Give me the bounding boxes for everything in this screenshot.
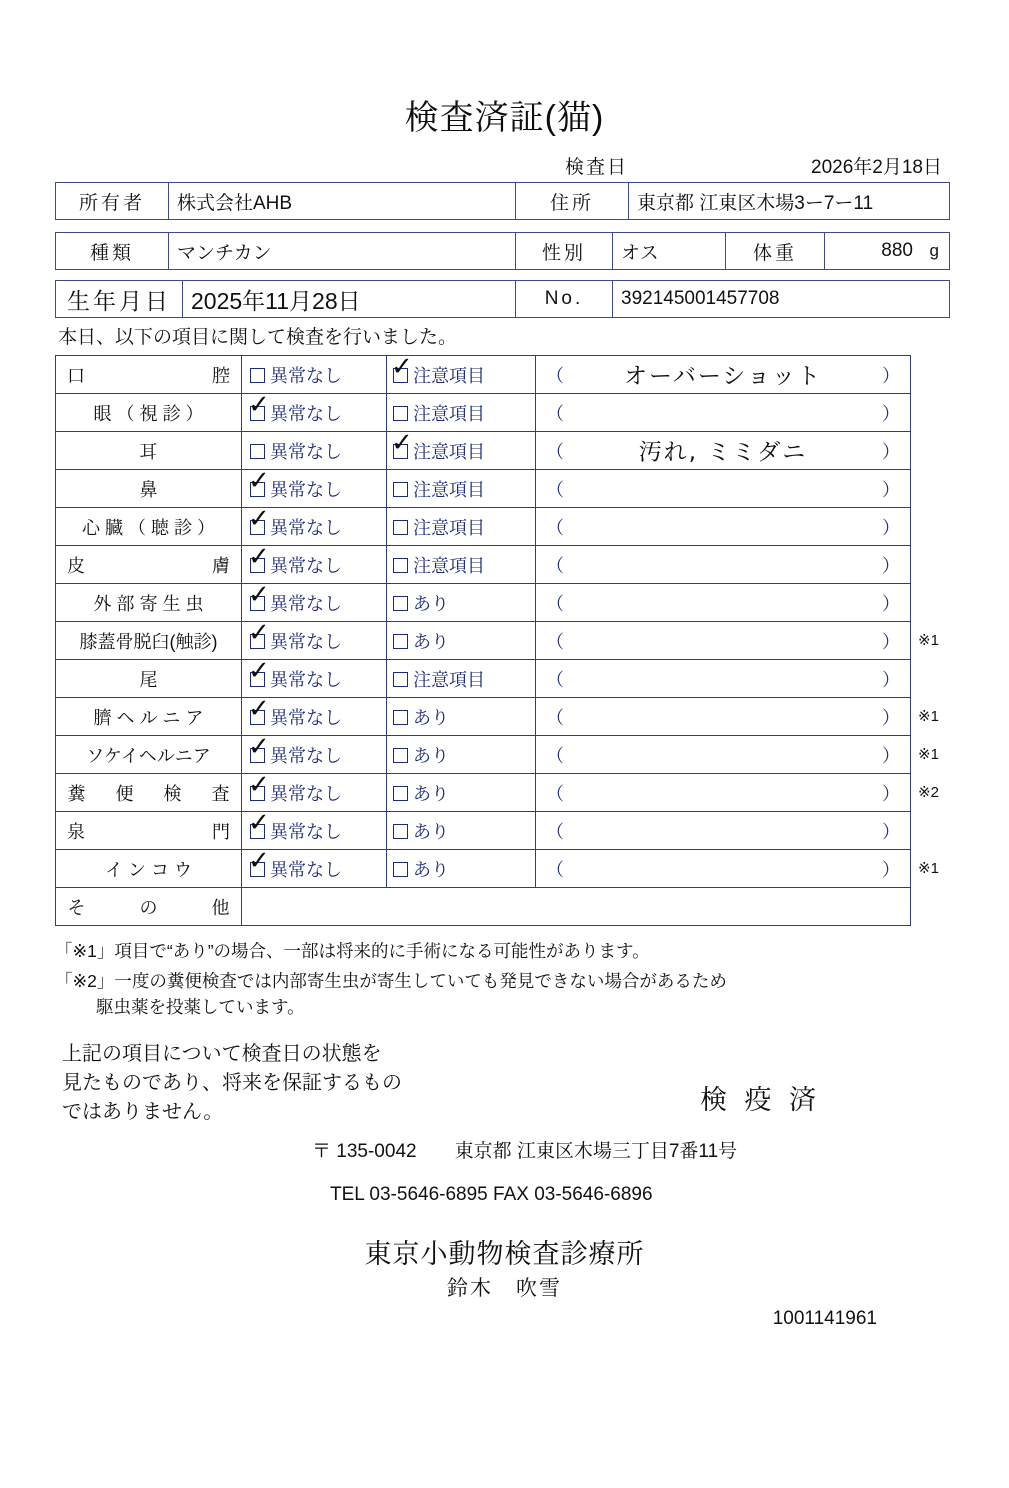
paren-close: ）: [882, 821, 900, 842]
checkbox-box-icon[interactable]: [393, 520, 408, 535]
paren-close: ）: [882, 745, 900, 766]
checklist-item-label-text: イ ン コ ウ: [104, 859, 192, 880]
clinic-tel-fax: TEL 03-5646-6895 FAX 03-5646-6896: [330, 1184, 653, 1205]
breed-table: [55, 232, 950, 270]
checkbox-secondary[interactable]: [387, 698, 536, 736]
checkbox-box-icon[interactable]: [250, 558, 265, 573]
checkbox-normal-label: 異常なし: [270, 821, 342, 842]
checklist-item-label-text: 膝蓋骨脱臼(触診): [79, 631, 218, 652]
handwritten-check-icon: ✓: [248, 808, 270, 838]
sex-value: オス: [613, 233, 726, 270]
checkbox-secondary[interactable]: [387, 584, 536, 622]
checkbox-secondary[interactable]: [387, 546, 536, 584]
checkbox-secondary-label: 注意項目: [413, 555, 485, 576]
checkbox-box-icon[interactable]: [250, 520, 265, 535]
checklist-item-label-text: 口 腔: [67, 365, 241, 386]
checkbox-secondary[interactable]: [387, 352, 536, 394]
checkbox-secondary-label: 注意項目: [413, 669, 485, 690]
checkbox-secondary[interactable]: [387, 394, 536, 432]
checkbox-box-icon[interactable]: [250, 634, 265, 649]
checkbox-normal-label: 異常なし: [270, 403, 342, 424]
checkbox-normal[interactable]: [242, 808, 387, 850]
footnote-marker: ※1: [918, 746, 939, 763]
paren-open: （: [546, 555, 564, 576]
handwritten-check-icon: ✓: [248, 504, 270, 534]
checklist-item-label-text: 糞 便 検 査: [67, 783, 236, 804]
checkbox-box-icon[interactable]: [250, 786, 265, 801]
birthdate-value: 2025年11月28日: [183, 281, 516, 318]
checklist-item-label-text: 泉 門: [67, 821, 241, 842]
intro-text: 本日、以下の項目に関して検査を行いました。: [58, 327, 458, 348]
handwritten-check-icon: ✓: [248, 694, 270, 724]
checkbox-normal[interactable]: [242, 770, 387, 812]
remark-field[interactable]: [536, 546, 911, 584]
weight-unit: g: [929, 241, 939, 260]
paren-open: （: [546, 707, 564, 728]
paren-open: （: [546, 669, 564, 690]
checklist-item-label: [56, 432, 242, 470]
table-row: [56, 546, 911, 584]
remark-field[interactable]: [536, 432, 911, 470]
checkbox-box-icon[interactable]: [393, 368, 408, 383]
remark-field[interactable]: [536, 508, 911, 546]
handwritten-check-icon: ✓: [391, 352, 413, 382]
table-row: [56, 394, 911, 432]
checklist-item-label: [56, 584, 242, 622]
paren-close: ）: [882, 555, 900, 576]
footnote-2: 「※2」一度の糞便検査では内部寄生虫が寄生していても発見できない場合があるため: [55, 971, 727, 991]
clinic-person-name: 鈴木 吹雪: [447, 1277, 562, 1300]
checkbox-normal-label: 異常なし: [270, 555, 342, 576]
checkbox-secondary[interactable]: [387, 622, 536, 660]
checkbox-normal[interactable]: [242, 356, 387, 394]
checkbox-normal-label: 異常なし: [270, 745, 342, 766]
paren-open: （: [546, 859, 564, 880]
checkbox-box-icon[interactable]: [250, 406, 265, 421]
table-row: [56, 774, 911, 812]
footnote-marker: ※1: [918, 860, 939, 877]
checklist-other-blank: [242, 888, 911, 926]
footnote-marker: ※1: [918, 632, 939, 649]
checkbox-normal[interactable]: [242, 466, 387, 508]
checkbox-box-icon[interactable]: [250, 444, 265, 459]
paren-close: ）: [882, 707, 900, 728]
weight-value-cell: [825, 233, 950, 270]
remark-field[interactable]: [536, 736, 911, 774]
checklist-item-label: [56, 546, 242, 584]
remark-field[interactable]: [536, 394, 911, 432]
paren-open: （: [546, 403, 564, 424]
address-label: 住所: [516, 183, 629, 220]
checkbox-box-icon[interactable]: [393, 862, 408, 877]
checkbox-normal[interactable]: [242, 580, 387, 622]
table-row: [56, 281, 950, 318]
checkbox-secondary-label: 注意項目: [413, 441, 485, 462]
checkbox-normal-label: 異常なし: [270, 631, 342, 652]
checkbox-normal-label: 異常なし: [270, 783, 342, 804]
paren-open: （: [546, 783, 564, 804]
inspection-date-label: 検査日: [565, 157, 629, 178]
checkbox-box-icon[interactable]: [250, 824, 265, 839]
remark-field[interactable]: [536, 622, 911, 660]
paren-open: （: [546, 821, 564, 842]
owner-value: 株式会社AHB: [169, 183, 516, 220]
table-row: [56, 183, 950, 220]
handwritten-check-icon: ✓: [248, 618, 270, 648]
handwritten-check-icon: ✓: [248, 390, 270, 420]
disclaimer-statement: [62, 1040, 402, 1127]
remark-field[interactable]: [536, 812, 911, 850]
table-row: [56, 698, 911, 736]
checkbox-secondary[interactable]: [387, 660, 536, 698]
checkbox-secondary-label: あり: [413, 745, 449, 766]
handwritten-check-icon: ✓: [248, 770, 270, 800]
birth-table: [55, 280, 950, 318]
checklist-item-label: [56, 812, 242, 850]
checkbox-normal-label: 異常なし: [270, 707, 342, 728]
checkbox-box-icon[interactable]: [393, 406, 408, 421]
paren-open: （: [546, 441, 564, 462]
checklist-item-label: [56, 698, 242, 736]
remark-field[interactable]: [536, 356, 911, 394]
remark-field[interactable]: [536, 470, 911, 508]
checkbox-secondary[interactable]: [387, 736, 536, 774]
paren-open: （: [546, 631, 564, 652]
footnote-1: 「※1」項目で“あり”の場合、一部は将来的に手術になる可能性があります。: [55, 941, 650, 961]
checkbox-normal-label: 異常なし: [270, 479, 342, 500]
checklist-item-label-text: 外 部 寄 生 虫: [93, 593, 204, 614]
table-row: [56, 233, 950, 270]
inspection-date-row: [55, 152, 950, 178]
remark-field[interactable]: [536, 850, 911, 888]
quarantine-stamp: 検 疫 済: [700, 1085, 822, 1115]
table-row: [56, 850, 911, 888]
checklist-item-label-text: 耳: [139, 441, 158, 462]
paren-open: （: [546, 479, 564, 500]
checklist-item-label-text: 心 臓 （ 聴 診 ）: [81, 517, 215, 538]
handwritten-remark: 汚れ, ミミダニ: [638, 439, 808, 466]
checkbox-box-icon[interactable]: [393, 558, 408, 573]
remark-field[interactable]: [536, 698, 911, 736]
clinic-postal-address: 〒 135-0042 東京都 江東区木場三丁目7番11号: [312, 1141, 738, 1162]
paren-open: （: [546, 365, 564, 386]
owner-table: [55, 182, 950, 220]
checkbox-normal[interactable]: [242, 432, 387, 470]
checklist-item-label: [56, 774, 242, 812]
checkbox-normal[interactable]: [242, 618, 387, 660]
checkbox-secondary-label: 注意項目: [413, 517, 485, 538]
inspection-checklist-table: [55, 352, 911, 926]
checkbox-secondary[interactable]: [387, 428, 536, 470]
inspection-date-value: 2026年2月18日: [811, 157, 942, 178]
disclaimer-line-2: 見たものであり、将来を保証するもの: [62, 1072, 402, 1094]
table-row: [56, 888, 911, 926]
table-row: [56, 660, 911, 698]
checkbox-normal[interactable]: [242, 846, 387, 888]
checkbox-box-icon[interactable]: [250, 368, 265, 383]
handwritten-check-icon: ✓: [248, 466, 270, 496]
checkbox-box-icon[interactable]: [393, 710, 408, 725]
checkbox-secondary-label: あり: [413, 631, 449, 652]
checklist-item-label: [56, 736, 242, 774]
table-row: [56, 736, 911, 774]
checklist-item-label-text: 鼻: [139, 479, 158, 500]
checkbox-box-icon[interactable]: [393, 672, 408, 687]
table-row: [56, 584, 911, 622]
paren-close: ）: [882, 441, 900, 462]
disclaimer-line-1: 上記の項目について検査日の状態を: [62, 1043, 382, 1065]
checkbox-box-icon[interactable]: [393, 596, 408, 611]
paren-close: ）: [882, 593, 900, 614]
checkbox-secondary-label: あり: [413, 821, 449, 842]
paren-close: ）: [882, 783, 900, 804]
checkbox-secondary-label: 注意項目: [413, 365, 485, 386]
paren-close: ）: [882, 859, 900, 880]
paren-close: ）: [882, 631, 900, 652]
paren-close: ）: [882, 365, 900, 386]
checkbox-normal-label: 異常なし: [270, 441, 342, 462]
paren-close: ）: [882, 517, 900, 538]
checkbox-normal-label: 異常なし: [270, 593, 342, 614]
checkbox-normal[interactable]: [242, 732, 387, 774]
checkbox-secondary-label: 注意項目: [413, 479, 485, 500]
page-title: 検査済証(猫): [404, 99, 605, 137]
handwritten-check-icon: ✓: [248, 656, 270, 686]
checkbox-normal-label: 異常なし: [270, 517, 342, 538]
checkbox-secondary[interactable]: [387, 850, 536, 888]
checkbox-secondary-label: 注意項目: [413, 403, 485, 424]
table-row: [56, 356, 911, 394]
handwritten-remark: オーバーショット: [624, 363, 822, 390]
document-serial-number: 1001141961: [772, 1308, 877, 1329]
checklist-item-label-text: ソケイヘルニア: [86, 745, 211, 766]
checklist-item-label: [56, 622, 242, 660]
checkbox-secondary-label: あり: [413, 783, 449, 804]
paren-close: ）: [882, 669, 900, 690]
remark-field[interactable]: [536, 774, 911, 812]
checkbox-normal[interactable]: [242, 504, 387, 546]
remark-field[interactable]: [536, 660, 911, 698]
checklist-item-label: [56, 470, 242, 508]
paren-close: ）: [882, 479, 900, 500]
breed-label: 種類: [56, 233, 169, 270]
checkbox-normal[interactable]: [242, 694, 387, 736]
checkbox-box-icon[interactable]: [393, 444, 408, 459]
sex-label: 性別: [516, 233, 613, 270]
microchip-no-value: 392145001457708: [613, 281, 950, 318]
checkbox-box-icon[interactable]: [393, 824, 408, 839]
handwritten-check-icon: ✓: [391, 428, 413, 458]
handwritten-check-icon: ✓: [248, 846, 270, 876]
table-row: [56, 470, 911, 508]
table-row: [56, 508, 911, 546]
checklist-item-label-text: 皮 膚: [67, 555, 241, 576]
handwritten-check-icon: ✓: [248, 732, 270, 762]
microchip-no-label: No.: [516, 281, 613, 318]
checkbox-secondary[interactable]: [387, 812, 536, 850]
checkbox-box-icon[interactable]: [393, 482, 408, 497]
checkbox-box-icon[interactable]: [250, 748, 265, 763]
checklist-item-label: [56, 356, 242, 394]
checkbox-normal-label: 異常なし: [270, 365, 342, 386]
owner-label: 所有者: [56, 183, 169, 220]
table-row: [56, 622, 911, 660]
checkbox-normal-label: 異常なし: [270, 859, 342, 880]
remark-field[interactable]: [536, 584, 911, 622]
checklist-item-label: [56, 888, 242, 926]
checklist-item-label-text: 臍 ヘ ル ニ ア: [93, 707, 204, 728]
paren-close: ）: [882, 403, 900, 424]
checkbox-box-icon[interactable]: [250, 672, 265, 687]
address-value: 東京都 江東区木場3ー7ー11: [629, 183, 950, 220]
checkbox-box-icon[interactable]: [250, 710, 265, 725]
paren-open: （: [546, 593, 564, 614]
table-row: [56, 812, 911, 850]
clinic-name: 東京小動物検査診療所: [364, 1239, 645, 1269]
checklist-item-label-text: 眼 （ 視 診 ）: [93, 403, 204, 424]
checklist-item-label-text: 尾: [139, 669, 158, 690]
handwritten-check-icon: ✓: [248, 580, 270, 610]
weight-label: 体重: [726, 233, 825, 270]
checkbox-normal[interactable]: [242, 656, 387, 698]
checkbox-normal[interactable]: [242, 542, 387, 584]
handwritten-check-icon: ✓: [248, 542, 270, 572]
checklist-item-label: [56, 850, 242, 888]
checkbox-box-icon[interactable]: [393, 634, 408, 649]
checklist-item-label-text: そ の 他: [67, 897, 236, 918]
checkbox-secondary-label: あり: [413, 707, 449, 728]
checkbox-secondary[interactable]: [387, 470, 536, 508]
paren-open: （: [546, 517, 564, 538]
weight-value: 880: [881, 240, 913, 261]
checkbox-normal-label: 異常なし: [270, 669, 342, 690]
checkbox-secondary-label: あり: [413, 593, 449, 614]
checkbox-box-icon[interactable]: [250, 596, 265, 611]
checkbox-secondary[interactable]: [387, 774, 536, 812]
checkbox-box-icon[interactable]: [250, 482, 265, 497]
breed-value: マンチカン: [169, 233, 516, 270]
footnote-2b: 駆虫薬を投薬しています。: [96, 997, 305, 1017]
checklist-item-label: [56, 660, 242, 698]
checkbox-box-icon[interactable]: [393, 786, 408, 801]
checkbox-secondary[interactable]: [387, 508, 536, 546]
birthdate-label: 生年月日: [56, 281, 183, 318]
checkbox-normal[interactable]: [242, 390, 387, 432]
footnote-marker: ※1: [918, 708, 939, 725]
checkbox-box-icon[interactable]: [250, 862, 265, 877]
checkbox-box-icon[interactable]: [393, 748, 408, 763]
disclaimer-line-3: ではありません。: [62, 1101, 224, 1123]
footnote-marker: ※2: [918, 784, 939, 801]
checklist-item-label: [56, 508, 242, 546]
paren-open: （: [546, 745, 564, 766]
table-row: [56, 432, 911, 470]
checkbox-secondary-label: あり: [413, 859, 449, 880]
checklist-item-label: [56, 394, 242, 432]
